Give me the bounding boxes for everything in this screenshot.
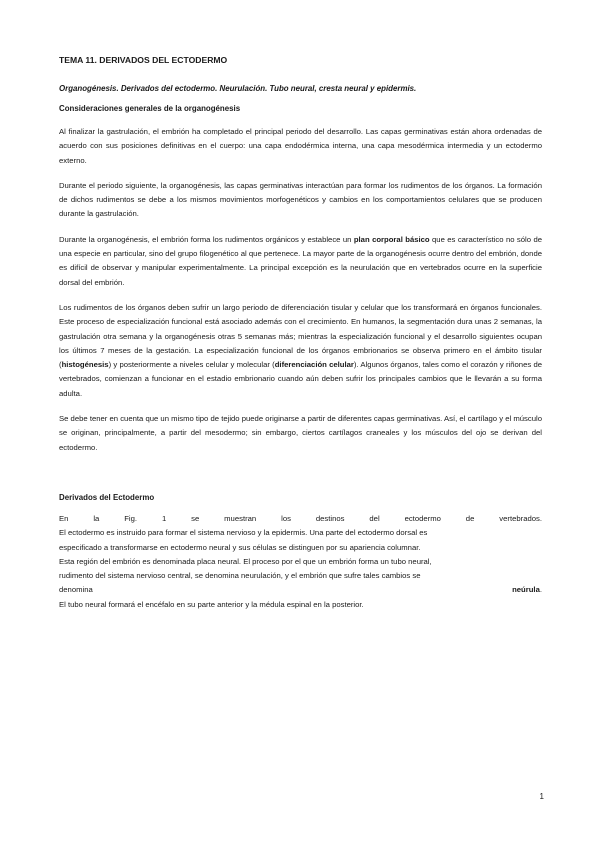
paragraph-3 <box>59 233 542 290</box>
fig-word: Fig. <box>124 513 138 523</box>
figure-reference-line <box>59 512 542 526</box>
document-page <box>59 55 542 612</box>
fig-word: ectodermo <box>404 513 441 523</box>
document-title: TEMA 11. DERIVADOS DEL ECTODERMO <box>59 55 228 65</box>
paragraph-5: Se debe tener en cuenta que un mismo tipo de tejido puede originarse a partir de diferentes capas germinativas. Así, el cartílago y el músculo se originan, principalmente, a partir del mesodermo; sin embargo, ciertos cartílagos craneales y los músculos del ojo se derivan del ectodermo. <box>59 414 542 452</box>
fig-word: se <box>191 513 200 523</box>
fig-word: En <box>59 513 69 523</box>
fig-word: vertebrados. <box>499 513 542 523</box>
fig-word: los <box>281 513 291 523</box>
histogenesis-term: histogénesis <box>61 360 109 370</box>
text-line: Esta región del embrión es denominada placa neural. El proceso por el que un embrión forma un tubo neural, <box>59 556 432 566</box>
neurula-term-wrap <box>512 583 542 597</box>
section-heading-derivados: Derivados del Ectodermo <box>59 492 155 502</box>
denomina-word: denomina <box>59 585 93 595</box>
fig-word: del <box>369 513 380 523</box>
document-subtitle: Organogénesis. Derivados del ectodermo. Neurulación. Tubo neural, cresta neural y epidermis. <box>59 84 417 93</box>
text-line: El tubo neural formará el encéfalo en su parte anterior y la médula espinal en la posterior. <box>59 599 364 609</box>
paragraph-4-text-a: Los rudimentos de los órganos deben sufrir un largo periodo de diferenciación tisular y celular que los transformará en órganos funcionales. Este proceso de especialización funcional está asociado además con el crecimiento. En humanos, la segmentación dura unas 2 semanas, la gastrulación otra semana y la organogénesis otras 5 semanas más; mientras la especialización funcional y el desarrollo siguientes ocupan los últimos 7 meses de la gestación. La especialización funcional de los órganos embrionarios se observa primero en el ámbito tisular ( <box>59 302 542 370</box>
diferenciacion-celular-term: diferenciación celular <box>274 360 354 370</box>
paragraph-1: Al finalizar la gastrulación, el embrión ha completado el principal periodo del desarrollo. Las capas germinativas están ahora ordenadas de acuerdo con sus posiciones definitivas en el cuerpo: una capa endodérmica interna, una capa mesodérmica intermedia y un ectodermo externo. <box>59 127 542 165</box>
fig-word: destinos <box>315 513 345 523</box>
neurula-period: . <box>539 585 542 595</box>
paragraph-3-text-c: que es característico no sólo de una especie en particular, sino del grupo filogenético al que pertenece. La mayor parte de la organogénesis ocurre dentro del embrión, donde es difícil de observar y manipular experimentalmente. La principal excepción es la neurulación que en vertebrados ocurre en la superficie dorsal del embrión. <box>59 234 542 287</box>
paragraph-3-text-a: Durante la organogénesis, el embrión forma los rudimentos orgánicos y establece un <box>59 234 354 244</box>
text-line: rudimento del sistema nervioso central, se denomina neurulación, y el embrión que sufre tales cambios se <box>59 571 421 581</box>
text-line: especificado a transformarse en ectodermo neural y sus células se distinguen por su apariencia columnar. <box>59 542 421 552</box>
fig-word: 1 <box>161 513 167 523</box>
neurula-term: neúrula <box>512 585 540 595</box>
paragraph-4-text-e: ). Algunos órganos, tales como el corazón y riñones de vertebrados, comienzan a funcionar en el estadio embrionario cuando aún deben sufrir los principales cambios que le llevarán a su forma adulta. <box>59 360 542 398</box>
paragraph-4 <box>59 301 542 401</box>
text-line: El ectodermo es instruido para formar el sistema nervioso y la epidermis. Una parte del ectodermo dorsal es <box>59 528 428 538</box>
fig-word: la <box>93 513 100 523</box>
section-heading-organogenesis: Consideraciones generales de la organogénesis <box>59 104 241 113</box>
paragraph-4-text-c: ) y posteriormente a niveles celular y molecular ( <box>108 360 275 370</box>
paragraph-2: Durante el periodo siguiente, la organogénesis, las capas germinativas interactúan para formar los rudimentos de los órganos. La formación de dichos rudimentos se debe a los mismos movimientos morfogenéticos y cambios en los comportamientos celulares que se producen durante la gastrulación. <box>59 180 542 219</box>
fig-word: de <box>465 513 475 523</box>
plan-corporal-basico-term: plan corporal básico <box>353 234 430 244</box>
neurula-line <box>59 583 542 597</box>
page-number: 1 <box>539 792 544 801</box>
fig-word: muestran <box>224 513 257 523</box>
